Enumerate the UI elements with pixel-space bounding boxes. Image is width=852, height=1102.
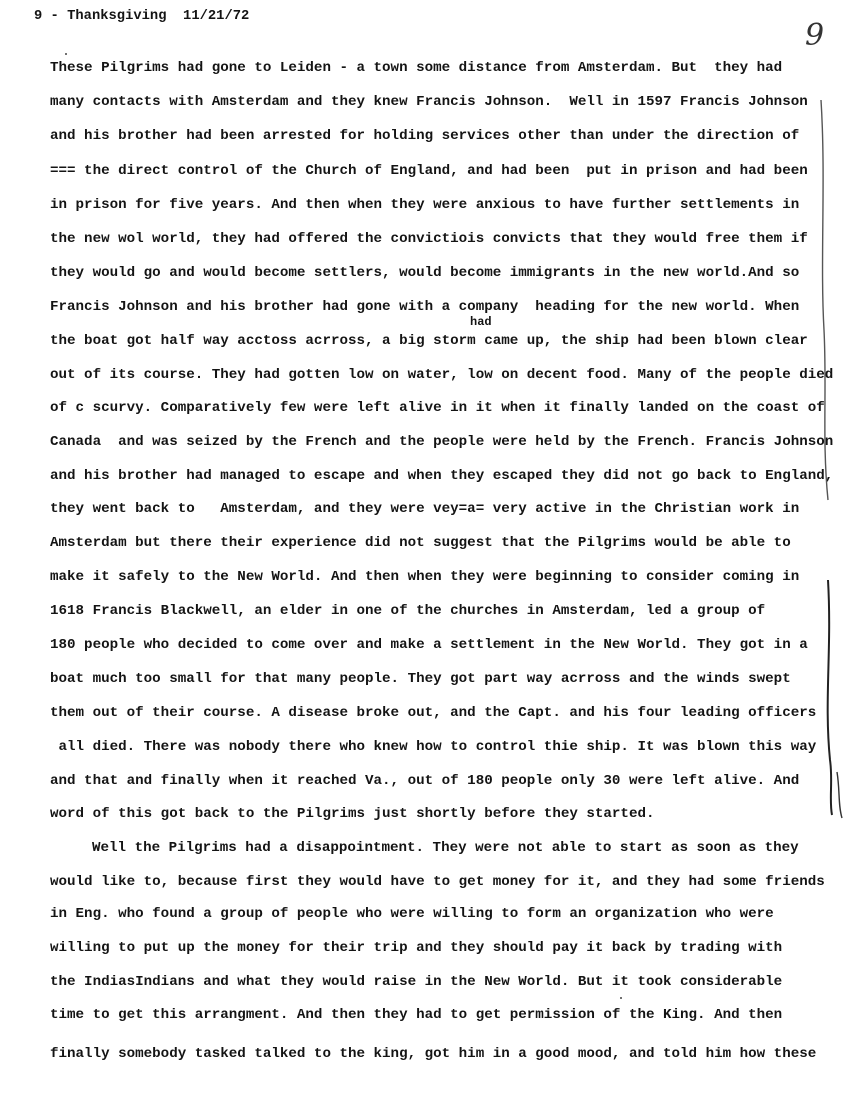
text-line-14: they went back to Amsterdam, and they were vey=a= very active in the Christian work in: [50, 501, 800, 517]
text-line-19: boat much too small for that many people. They got part way acrross and the winds swept: [50, 671, 791, 687]
text-line-24: Well the Pilgrims had a disappointment. They were not able to start as soon as they: [92, 840, 799, 856]
text-line-2: many contacts with Amsterdam and they knew Francis Johnson. Well in 1597 Francis Johnson: [50, 94, 808, 110]
text-line-13: and his brother had managed to escape and when they escaped they did not go back to England,: [50, 468, 834, 484]
text-line-4: === the direct control of the Church of England, and had been put in prison and had been: [50, 163, 808, 179]
interlinear-insert: had: [470, 315, 492, 329]
text-line-18: 180 people who decided to come over and make a settlement in the New World. They got in a: [50, 637, 808, 653]
text-line-16: make it safely to the New World. And then when they were beginning to consider coming in: [50, 569, 800, 585]
text-line-20: them out of their course. A disease broke out, and the Capt. and his four leading officers: [50, 705, 817, 721]
text-line-21: all died. There was nobody there who knew how to control thie ship. It was blown this way: [50, 739, 817, 755]
text-line-28: the IndiasIndians and what they would raise in the New World. But it took considerable: [50, 974, 783, 990]
text-line-29: time to get this arrangment. And then they had to get permission of the King. And then: [50, 1007, 783, 1023]
text-line-12: Canada and was seized by the French and the people were held by the French. Francis Johnson: [50, 434, 834, 450]
page-header: [34, 9, 249, 24]
text-line-30: finally somebody tasked talked to the king, got him in a good mood, and told him how these: [50, 1046, 817, 1062]
margin-bracket-mark: [828, 580, 832, 815]
text-line-23: word of this got back to the Pilgrims just shortly before they started.: [50, 806, 655, 822]
header-date: 11/21/72: [183, 9, 250, 24]
ink-speck: [620, 997, 622, 999]
text-line-6: the new wol world, they had offered the convictiois convicts that they would free them if: [50, 231, 808, 247]
text-line-8: Francis Johnson and his brother had gone with a company heading for the new world. When: [50, 299, 800, 315]
text-line-7: they would go and would become settlers, would become immigrants in the new world.And so: [50, 265, 800, 281]
text-line-15: Amsterdam but there their experience did not suggest that the Pilgrims would be able to: [50, 535, 791, 551]
text-line-10: out of its course. They had gotten low on water, low on decent food. Many of the people died: [50, 367, 834, 383]
text-line-17: 1618 Francis Blackwell, an elder in one of the churches in Amsterdam, led a group of: [50, 603, 766, 619]
text-line-5: in prison for five years. And then when they were anxious to have further settlements in: [50, 197, 800, 213]
margin-tick-mark: [837, 772, 842, 818]
text-line-3: and his brother had been arrested for holding services other than under the direction of: [50, 128, 800, 144]
text-line-11: of c scurvy. Comparatively few were left alive in it when it finally landed on the coast of: [50, 400, 825, 416]
text-line-27: willing to put up the money for their trip and they should pay it back by trading with: [50, 940, 783, 956]
text-line-9: the boat got half way acctoss acrross, a big storm came up, the ship had been blown clear: [50, 333, 808, 349]
handwritten-page-number: 9: [805, 18, 825, 53]
text-line-26: in Eng. who found a group of people who were willing to form an organization who were: [50, 906, 774, 922]
text-line-25: would like to, because first they would have to get money for it, and they had some friends: [50, 874, 825, 890]
ink-speck: [65, 53, 67, 55]
header-title: Thanksgiving: [67, 9, 167, 24]
text-line-22: and that and finally when it reached Va., out of 180 people only 30 were left alive. And: [50, 773, 800, 789]
text-line-1: These Pilgrims had gone to Leiden - a town some distance from Amsterdam. But they had: [50, 60, 783, 76]
page-prefix: 9 -: [34, 9, 59, 24]
